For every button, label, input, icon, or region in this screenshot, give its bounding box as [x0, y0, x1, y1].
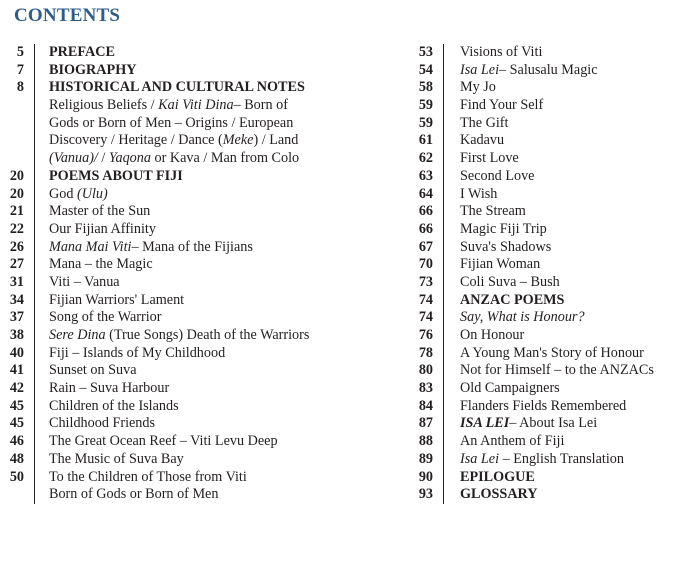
toc-divider [34, 469, 35, 487]
toc-entry-text: Sunset on Suva [49, 362, 137, 379]
toc-divider [443, 415, 444, 433]
toc-entry[interactable] [405, 433, 700, 451]
toc-divider [34, 309, 35, 327]
toc-page-number: 8 [16, 79, 24, 96]
toc-entry[interactable] [405, 327, 700, 345]
toc-divider [34, 486, 35, 504]
toc-page-number: 84 [418, 397, 433, 414]
toc-entry[interactable] [0, 433, 360, 451]
toc-entry-text: Isa Lei [460, 61, 500, 78]
toc-divider [34, 398, 35, 416]
toc-divider [443, 433, 444, 451]
toc-entry-text: POEMS ABOUT FIJI [49, 167, 183, 184]
toc-entry[interactable] [0, 469, 360, 487]
toc-page-number: 58 [418, 79, 433, 96]
toc-entry[interactable] [405, 168, 700, 186]
toc-divider [34, 62, 35, 80]
toc-entry-text: Religious Beliefs / [49, 97, 159, 114]
toc-entry[interactable] [0, 132, 360, 150]
toc-entry-title [460, 132, 504, 150]
toc-entry-title [49, 256, 153, 274]
toc-entry[interactable] [0, 79, 360, 97]
toc-divider [34, 168, 35, 186]
toc-entry-text: The Gift [460, 114, 509, 131]
toc-entry-text: Not for Himself – to the ANZACs [460, 362, 654, 379]
toc-entry-title [460, 362, 654, 380]
toc-entry-title [49, 221, 156, 239]
toc-divider [443, 115, 444, 133]
toc-entry-text: HISTORICAL AND CULTURAL NOTES [49, 79, 305, 96]
toc-entry-title [460, 239, 551, 257]
toc-page-number: 46 [9, 433, 24, 450]
toc-entry-text: God [49, 185, 77, 202]
toc-page-number: 78 [418, 344, 433, 361]
toc-divider [443, 292, 444, 310]
toc-entry-title [460, 44, 542, 62]
toc-entry-text: Yaqona [108, 150, 151, 167]
toc-entry[interactable] [0, 186, 360, 204]
toc-entry[interactable] [405, 362, 700, 380]
toc-entry-title [460, 292, 564, 310]
toc-divider [34, 274, 35, 292]
toc-entry-text: Isa Lei [460, 450, 500, 467]
toc-entry[interactable] [0, 256, 360, 274]
toc-entry[interactable] [0, 380, 360, 398]
toc-divider [443, 44, 444, 62]
toc-divider [443, 150, 444, 168]
toc-entry-text: Childhood Friends [49, 415, 156, 432]
toc-page-number: 45 [9, 415, 24, 432]
toc-entry[interactable] [0, 221, 360, 239]
toc-page-number: 48 [9, 450, 24, 467]
toc-entry-title [460, 433, 564, 451]
toc-page-number: 45 [9, 397, 24, 414]
toc-entry-title [460, 380, 560, 398]
toc-entry-text: On Honour [460, 327, 525, 343]
toc-entry-text: GLOSSARY [460, 486, 538, 503]
toc-page-number [0, 150, 24, 168]
toc-entry-text: Gods or Born of Men – Origins / European [49, 114, 294, 131]
toc-entry-text: – Born of [233, 97, 288, 114]
toc-entry-title [460, 221, 547, 239]
toc-entry-text: I Wish [460, 185, 498, 202]
toc-entry-title [460, 186, 497, 204]
toc-divider [34, 256, 35, 274]
toc-entry-text: Fiji – Islands of My Childhood [49, 344, 226, 361]
toc-page-number: 37 [9, 309, 24, 326]
toc-page-number: 66 [418, 220, 433, 237]
toc-entry-text: Coli Suva – Bush [460, 273, 560, 290]
toc-divider [34, 415, 35, 433]
toc-entry[interactable] [0, 415, 360, 433]
toc-page-number: 70 [418, 256, 433, 273]
toc-page-number: 61 [418, 132, 433, 149]
toc-entry-text: Old Campaigners [460, 380, 560, 397]
toc-divider [34, 203, 35, 221]
toc-entry-text: Say, What is Honour? [460, 309, 585, 326]
toc-divider [34, 380, 35, 398]
toc-entry-title [49, 398, 179, 416]
toc-entry-text: The Music of Suva Bay [49, 450, 184, 467]
toc-page-number: 20 [9, 167, 24, 184]
toc-entry[interactable] [0, 327, 360, 345]
toc-divider [443, 79, 444, 97]
toc-page-number: 22 [9, 220, 24, 237]
toc-entry-title [460, 203, 526, 221]
toc-entry[interactable] [405, 239, 700, 257]
toc-page-number: 88 [418, 433, 433, 450]
toc-divider [443, 486, 444, 504]
toc-column-right [405, 44, 700, 504]
toc-divider [443, 186, 444, 204]
toc-entry-text: Born of Gods or Born of Men [49, 486, 219, 503]
toc-entry-text: Fijian Woman [460, 256, 541, 273]
toc-entry-title [49, 415, 155, 433]
toc-divider [34, 79, 35, 97]
toc-entry[interactable] [0, 239, 360, 257]
toc-entry-title [49, 327, 309, 345]
toc-divider [443, 203, 444, 221]
toc-divider [443, 168, 444, 186]
toc-page-number: 90 [418, 468, 433, 485]
toc-divider [443, 239, 444, 257]
toc-entry-title [460, 415, 597, 433]
toc-entry-title [49, 115, 293, 133]
toc-entry-text: Sere Dina [49, 327, 106, 343]
toc-entry-title [49, 79, 305, 97]
toc-entry-title [460, 469, 535, 487]
toc-entry[interactable] [405, 186, 700, 204]
toc-entry-title [49, 203, 150, 221]
toc-entry-title [49, 168, 183, 186]
toc-page-number: 59 [418, 114, 433, 131]
toc-page-number: 38 [9, 327, 24, 343]
toc-entry[interactable] [0, 115, 360, 133]
toc-entry-text: – About Isa Lei [509, 415, 598, 432]
toc-entry-text: Flanders Fields Remembered [460, 397, 627, 414]
toc-divider [443, 97, 444, 115]
toc-page-number: 5 [16, 44, 24, 60]
toc-entry-text: Rain – Suva Harbour [49, 380, 170, 397]
toc-entry-title [49, 345, 225, 363]
toc-entry-text: Meke [222, 132, 254, 149]
toc-entry[interactable] [405, 415, 700, 433]
toc-entry-title [460, 150, 519, 168]
toc-page-number: 34 [9, 291, 24, 308]
toc-entry[interactable] [0, 62, 360, 80]
toc-entry-title [49, 239, 253, 257]
toc-divider [443, 62, 444, 80]
toc-entry-text: PREFACE [49, 44, 115, 60]
toc-entry-text: Mana – the Magic [49, 256, 153, 273]
toc-divider [443, 256, 444, 274]
toc-page-number: 66 [418, 203, 433, 220]
toc-page-number: 64 [418, 185, 433, 202]
toc-entry[interactable] [405, 97, 700, 115]
toc-page-number: 74 [418, 291, 433, 308]
toc-divider [443, 451, 444, 469]
toc-entry-title [460, 62, 598, 80]
toc-entry-text: – Mana of the Fijians [131, 238, 253, 255]
toc-divider [34, 150, 35, 168]
toc-entry-title [49, 274, 120, 292]
toc-entry[interactable] [405, 309, 700, 327]
toc-entry-title [49, 380, 169, 398]
toc-entry-title [49, 292, 184, 310]
toc-entry-text: Second Love [460, 167, 535, 184]
toc-divider [34, 44, 35, 62]
toc-entry-text: Song of the Warrior [49, 309, 162, 326]
toc-entry-title [460, 168, 534, 186]
toc-entry[interactable] [0, 451, 360, 469]
toc-page-number: 53 [418, 44, 433, 60]
toc-entry-text: (Vanua)/ [49, 150, 98, 167]
toc-entry-title [460, 345, 644, 363]
toc-page-number [0, 486, 24, 504]
toc-divider [34, 327, 35, 345]
toc-entry-text: BIOGRAPHY [49, 61, 137, 78]
toc-entry-title [49, 486, 218, 504]
toc-entry-title [49, 186, 108, 204]
toc-entry-title [49, 451, 184, 469]
toc-divider [34, 451, 35, 469]
toc-divider [443, 345, 444, 363]
toc-entry[interactable] [405, 345, 700, 363]
toc-entry[interactable] [405, 486, 700, 504]
toc-page-number: 27 [9, 256, 24, 273]
toc-divider [34, 362, 35, 380]
toc-entry-text: Our Fijian Affinity [49, 220, 156, 237]
toc-entry-text: First Love [460, 150, 519, 167]
toc-divider [34, 97, 35, 115]
toc-entry-text: or Kava / Man from Colo [150, 150, 300, 167]
toc-entry[interactable] [405, 203, 700, 221]
toc-divider [34, 221, 35, 239]
toc-page-number [0, 97, 24, 115]
toc-entry[interactable] [405, 62, 700, 80]
toc-entry-title [49, 362, 137, 380]
toc-entry-text: – Salusalu Magic [499, 61, 598, 78]
toc-entry-title [460, 79, 496, 97]
toc-entry-title [49, 309, 161, 327]
toc-page-number: 26 [9, 238, 24, 255]
toc-entry-title [460, 274, 560, 292]
toc-entry-text: The Stream [460, 203, 526, 220]
toc-page-number [0, 115, 24, 133]
toc-entry-text: Kadavu [460, 132, 505, 149]
page-title: CONTENTS [14, 5, 121, 26]
toc-entry[interactable] [0, 398, 360, 416]
toc-entry-text: Magic Fiji Trip [460, 220, 547, 237]
toc-entry-text: ) / Land [253, 132, 299, 149]
toc-entry-title [460, 486, 538, 504]
toc-entry-title [49, 97, 288, 115]
toc-entry-title [49, 132, 298, 150]
toc-divider [34, 115, 35, 133]
toc-entry-title [49, 44, 115, 62]
toc-entry[interactable] [405, 380, 700, 398]
toc-divider [34, 186, 35, 204]
toc-entry[interactable] [405, 469, 700, 487]
toc-page-number: 59 [418, 97, 433, 114]
toc-entry-title [49, 150, 299, 168]
toc-divider [443, 221, 444, 239]
toc-entry-title [460, 97, 543, 115]
toc-entry-title [49, 469, 247, 487]
toc-page-number: 62 [418, 150, 433, 167]
toc-entry-text: The Great Ocean Reef – Viti Levu Deep [49, 433, 278, 450]
toc-page-number: 42 [9, 380, 24, 397]
toc-entry[interactable] [0, 309, 360, 327]
toc-entry[interactable] [405, 79, 700, 97]
toc-page-number: 20 [9, 185, 24, 202]
toc-page-number: 89 [418, 450, 433, 467]
toc-page-number: 21 [9, 203, 24, 220]
toc-divider [34, 292, 35, 310]
toc-page-number: 7 [16, 61, 24, 78]
toc-entry[interactable] [405, 44, 700, 62]
toc-entry-text: Fijian Warriors' Lament [49, 291, 185, 308]
toc-divider [34, 345, 35, 363]
toc-page-number: 40 [9, 344, 24, 361]
toc-divider [443, 309, 444, 327]
toc-entry[interactable] [0, 97, 360, 115]
toc-entry[interactable] [405, 256, 700, 274]
toc-divider [443, 327, 444, 345]
toc-page-number: 41 [9, 362, 24, 379]
toc-divider [34, 239, 35, 257]
toc-entry[interactable] [405, 398, 700, 416]
toc-divider [443, 362, 444, 380]
toc-entry-text: Master of the Sun [49, 203, 151, 220]
toc-entry[interactable] [405, 292, 700, 310]
toc-entry[interactable] [0, 168, 360, 186]
toc-entry[interactable] [0, 150, 360, 168]
toc-entry-text: An Anthem of Fiji [460, 433, 565, 450]
toc-page-number: 50 [9, 468, 24, 485]
toc-entry-title [460, 451, 624, 469]
toc-page-number: 93 [418, 486, 433, 503]
toc-divider [34, 433, 35, 451]
toc-entry-text: Visions of Viti [460, 44, 543, 60]
toc-entry-text: Viti – Vanua [49, 273, 120, 290]
toc-page-number: 54 [418, 61, 433, 78]
toc-entry[interactable] [405, 115, 700, 133]
toc-page-number: 76 [418, 327, 433, 343]
toc-entry-text: ISA LEI [460, 415, 510, 432]
toc-entry-text: – English Translation [499, 450, 624, 467]
toc-entry-text: To the Children of Those from Viti [49, 468, 247, 485]
toc-entry-text: Find Your Self [460, 97, 544, 114]
toc-entry-title [460, 398, 626, 416]
toc-entry-text: Discovery / Heritage / Dance ( [49, 132, 223, 149]
toc-page-number: 83 [418, 380, 433, 397]
toc-page-number: 74 [418, 309, 433, 326]
toc-divider [34, 132, 35, 150]
toc-entry-text: (True Songs) Death of the Warriors [105, 327, 310, 343]
toc-entry[interactable] [0, 292, 360, 310]
toc-divider [443, 380, 444, 398]
toc-entry-text: A Young Man's Story of Honour [460, 344, 644, 361]
toc-entry-title [49, 433, 278, 451]
toc-entry-text: ANZAC POEMS [460, 291, 565, 308]
toc-entry-text: EPILOGUE [460, 468, 535, 485]
toc-entry[interactable] [405, 451, 700, 469]
toc-page-number: 31 [9, 273, 24, 290]
toc-entry[interactable] [0, 486, 360, 504]
toc-entry-text: Mana Mai Viti [49, 238, 132, 255]
toc-entry[interactable] [405, 221, 700, 239]
toc-divider [443, 132, 444, 150]
toc-entry[interactable] [0, 203, 360, 221]
toc-entry-text: Suva's Shadows [460, 238, 552, 255]
toc-entry-title [460, 309, 585, 327]
toc-entry[interactable] [405, 274, 700, 292]
toc-entry-text: My Jo [460, 79, 496, 96]
toc-entry-title [460, 327, 524, 345]
toc-entry[interactable] [405, 150, 700, 168]
toc-entry-text: (Ulu) [76, 185, 108, 202]
toc-entry-text: Kai Viti Dina [158, 97, 234, 114]
toc-page-number: 80 [418, 362, 433, 379]
toc-page-number: 63 [418, 167, 433, 184]
toc-entry[interactable] [0, 345, 360, 363]
toc-page-number: 67 [418, 238, 433, 255]
toc-entry-text: Children of the Islands [49, 397, 179, 414]
toc-page-number [0, 132, 24, 150]
toc-page-number: 87 [418, 415, 433, 432]
toc-entry[interactable] [0, 44, 360, 62]
toc-entry-title [460, 256, 540, 274]
toc-entry-title [49, 62, 137, 80]
toc-column-left [0, 44, 360, 504]
toc-divider [443, 398, 444, 416]
toc-page-number: 73 [418, 273, 433, 290]
toc-divider [443, 274, 444, 292]
toc-entry[interactable] [405, 132, 700, 150]
toc-entry[interactable] [0, 362, 360, 380]
toc-entry-title [460, 115, 508, 133]
toc-divider [443, 469, 444, 487]
toc-entry[interactable] [0, 274, 360, 292]
toc-entry-text: / [97, 150, 109, 167]
